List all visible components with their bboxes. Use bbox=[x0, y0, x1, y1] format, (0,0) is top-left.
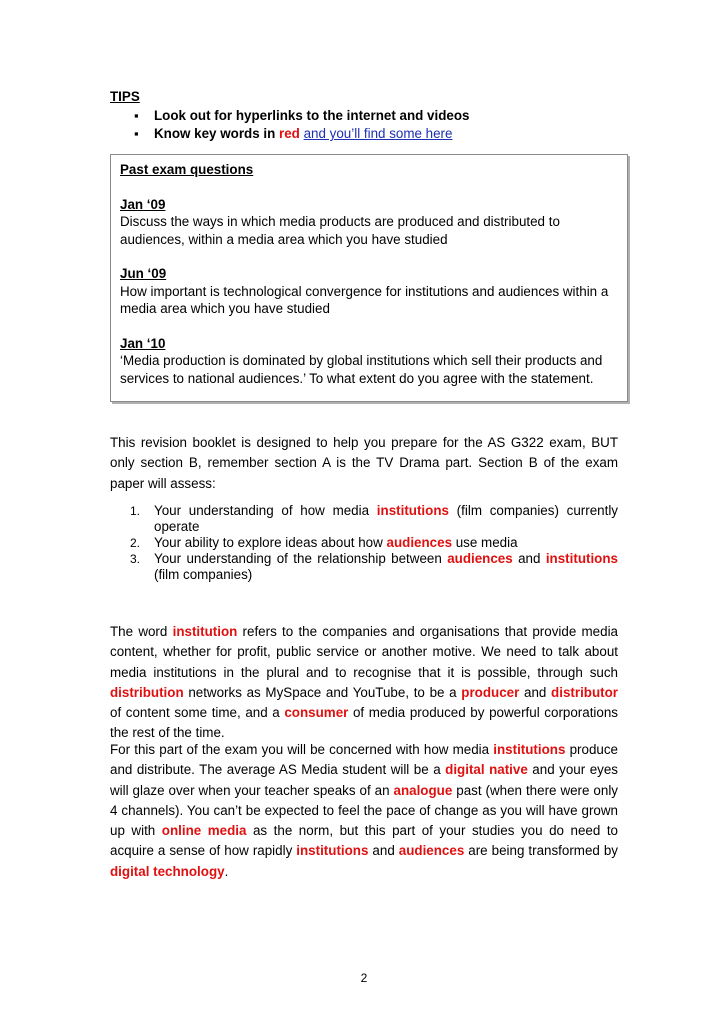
exam-paragraph: For this part of the exam you will be concerned with how media institutions produce and distribute. The average AS Media student will be a digital native and your eyes will glaze over when your teacher speaks of an analogue past (when there were only 4 channels). You can’t be expected to feel the pace of change as you will have grown up with online media as the norm, but this part of your studies you do need to acquire a sense of how rapidly institutions and audiences are being transformed by digital technology. bbox=[110, 742, 618, 879]
exam-question bbox=[120, 265, 625, 318]
keyword-red: institutions bbox=[296, 843, 369, 859]
keyword-red: institutions bbox=[493, 742, 566, 757]
exam-question-date: Jan ‘09 bbox=[120, 196, 166, 212]
keyword-red: institutions bbox=[545, 551, 618, 566]
keyword-red: red bbox=[279, 126, 300, 141]
keyword-red: consumer bbox=[284, 705, 349, 721]
exam-question-text: Discuss the ways in which media products are produced and distributed to audiences, within a media area which you have studied bbox=[120, 214, 560, 247]
keyword-red: audiences bbox=[398, 843, 465, 859]
tips-section bbox=[110, 88, 620, 143]
keyword-red: analogue bbox=[393, 782, 453, 798]
keyword-red: distributor bbox=[551, 684, 618, 700]
exam-question bbox=[120, 335, 625, 388]
keyword-red: audiences bbox=[447, 551, 513, 566]
keyword-red: digital native bbox=[445, 762, 528, 778]
keyword-red: institution bbox=[172, 624, 238, 639]
exam-question-date: Jun ‘09 bbox=[120, 266, 167, 281]
assessment-list bbox=[110, 503, 618, 583]
keyword-red: audiences bbox=[386, 535, 453, 550]
tip-item-hyperlinks: ▪ Look out for hyperlinks to the internet and videos bbox=[134, 107, 620, 125]
exam-question-text: ‘Media production is dominated by global institutions which sell their products and services to national audiences.’ To what extent do you agree with the statement. bbox=[120, 353, 603, 386]
intro-paragraph: This revision booklet is designed to help you prepare for the AS G322 exam, BUT only section B, remember section A is the TV Drama part. Section B of the exam paper will assess: bbox=[110, 435, 618, 491]
institution-paragraph: The word institution refers to the companies and organisations that provide media content, whether for profit, public service or another motive. We need to talk about media institutions in the plural and to recognise that it is possible, through such distribution networks as MySpace and YouTube, to be a producer and distributor of content some time, and a consumer of media produced by powerful corporations the rest of the time. bbox=[110, 624, 618, 741]
exam-question-text: How important is technological convergence for institutions and audiences within a media area which you have studied bbox=[120, 283, 609, 316]
past-exam-questions-box bbox=[110, 154, 628, 402]
tips-list bbox=[110, 107, 620, 143]
tip-item-keywords: ▪ Know key words in red and you’ll find some here bbox=[134, 125, 620, 143]
exam-box-heading: Past exam questions bbox=[120, 162, 254, 177]
list-item: 3. Your understanding of the relationship between audiences and institutions (film companies) bbox=[130, 551, 618, 582]
keyword-red: producer bbox=[461, 684, 520, 700]
tips-heading: TIPS bbox=[110, 89, 140, 104]
keyword-red: distribution bbox=[110, 684, 184, 700]
keywords-link[interactable]: and you’ll find some here bbox=[303, 126, 453, 141]
page-number: 2 bbox=[360, 971, 368, 985]
list-item: 1. Your understanding of how media institutions (film companies) currently operate bbox=[130, 503, 618, 534]
exam-question-date: Jan ‘10 bbox=[120, 335, 166, 351]
keyword-red: institutions bbox=[376, 503, 449, 518]
keyword-red: online media bbox=[161, 823, 247, 839]
list-item: 2. Your ability to explore ideas about how audiences use media bbox=[130, 535, 518, 550]
exam-question bbox=[120, 196, 625, 249]
keyword-red: digital technology bbox=[110, 863, 225, 879]
